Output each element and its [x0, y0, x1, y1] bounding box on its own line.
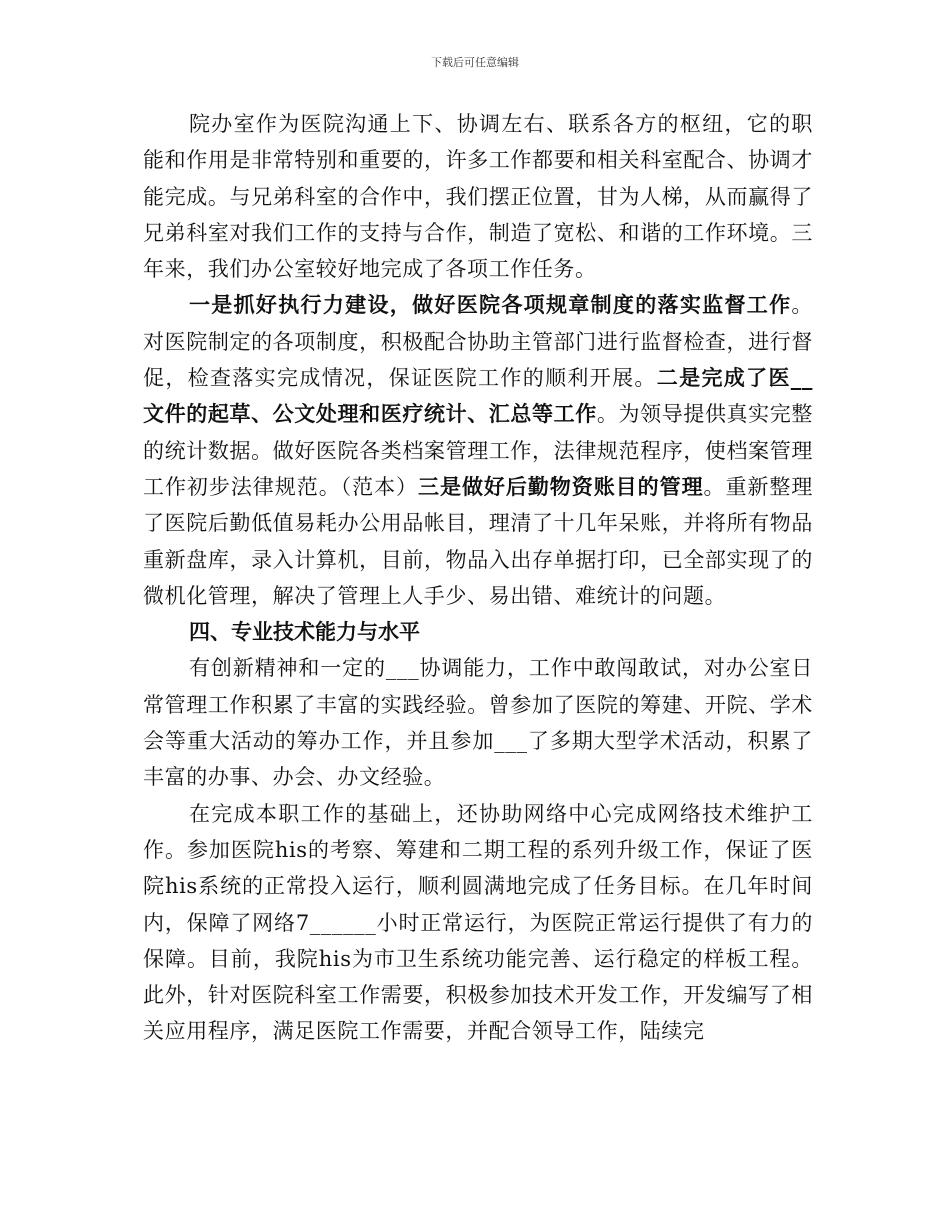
- document-body: [143, 106, 813, 1050]
- text-point-two: 。为领导提供真实完整的统计数据。做好医院各类档案管理工作，法律规范程序，使档案管理工作初步法律规范。（范本）: [143, 402, 813, 499]
- paragraph-office-role: 院办室作为医院沟通上下、协调左右、联系各方的枢纽，它的职能和作用是非常特别和重要的，许多工作都要和相关科室配合、协调才能完成。与兄弟科室的合作中，我们摆正位置，甘为人梯，从而赢得了兄弟科室对我们工作的支持与合作，制造了宽松、和谐的工作环境。三年来，我们办公室较好地完成了各项工作任务。: [143, 112, 813, 282]
- paragraph-work-items: [143, 287, 813, 614]
- page-header: 下载后可任意编辑: [431, 56, 519, 69]
- bold-point-three: 三是做好后勤物资账目的管理: [418, 473, 704, 499]
- paragraph-network: 在完成本职工作的基础上，还协助网络中心完成网络技术维护工作。参加医院his的考察、筹建和二期工程的系列升级工作，保证了医院his系统的正常投入运行，顺利圆满地完成了任务目标。在几年时间内，保障了网络7______小时正常运行，为医院正常运行提供了有力的保障。目前，我院his为市卫生系统功能完善、运行稳定的样板工程。此外，针对医院科室工作需要，积极参加技术开发工作，开发编写了相关应用程序，满足医院工作需要，并配合领导工作，陆续完: [143, 801, 813, 1044]
- section-heading: 四、专业技术能力与水平: [189, 619, 420, 645]
- bold-point-one: 一是抓好执行力建设，做好医院各项规章制度的落实监督工作: [189, 292, 792, 318]
- text-point-three: 。重新整理了医院后勤低值易耗办公用品帐目，理清了十几年呆账，并将所有物品重新盘库，录入计算机，目前，物品入出存单据打印，已全部实现了的微机化管理，解决了管理上人手少、易出错、难统计的问题。: [143, 474, 813, 608]
- text-point-one: 。对医院制定的各项制度，积极配合协助主管部门进行监督检查，进行督促，检查落实完成情况，保证医院工作的顺利开展。: [143, 293, 813, 391]
- paragraph-innovation: 有创新精神和一定的___协调能力，工作中敢闯敢试，对办公室日常管理工作积累了丰富的实践经验。曾参加了医院的筹建、开院、学术会等重大活动的筹办工作，并且参加___了多期大型学术活动，积累了丰富的办事、办会、办文经验。: [143, 656, 813, 790]
- bold-point-two: 二是完成了医__文件的起草、公文处理和医疗统计、汇总等工作: [143, 365, 813, 427]
